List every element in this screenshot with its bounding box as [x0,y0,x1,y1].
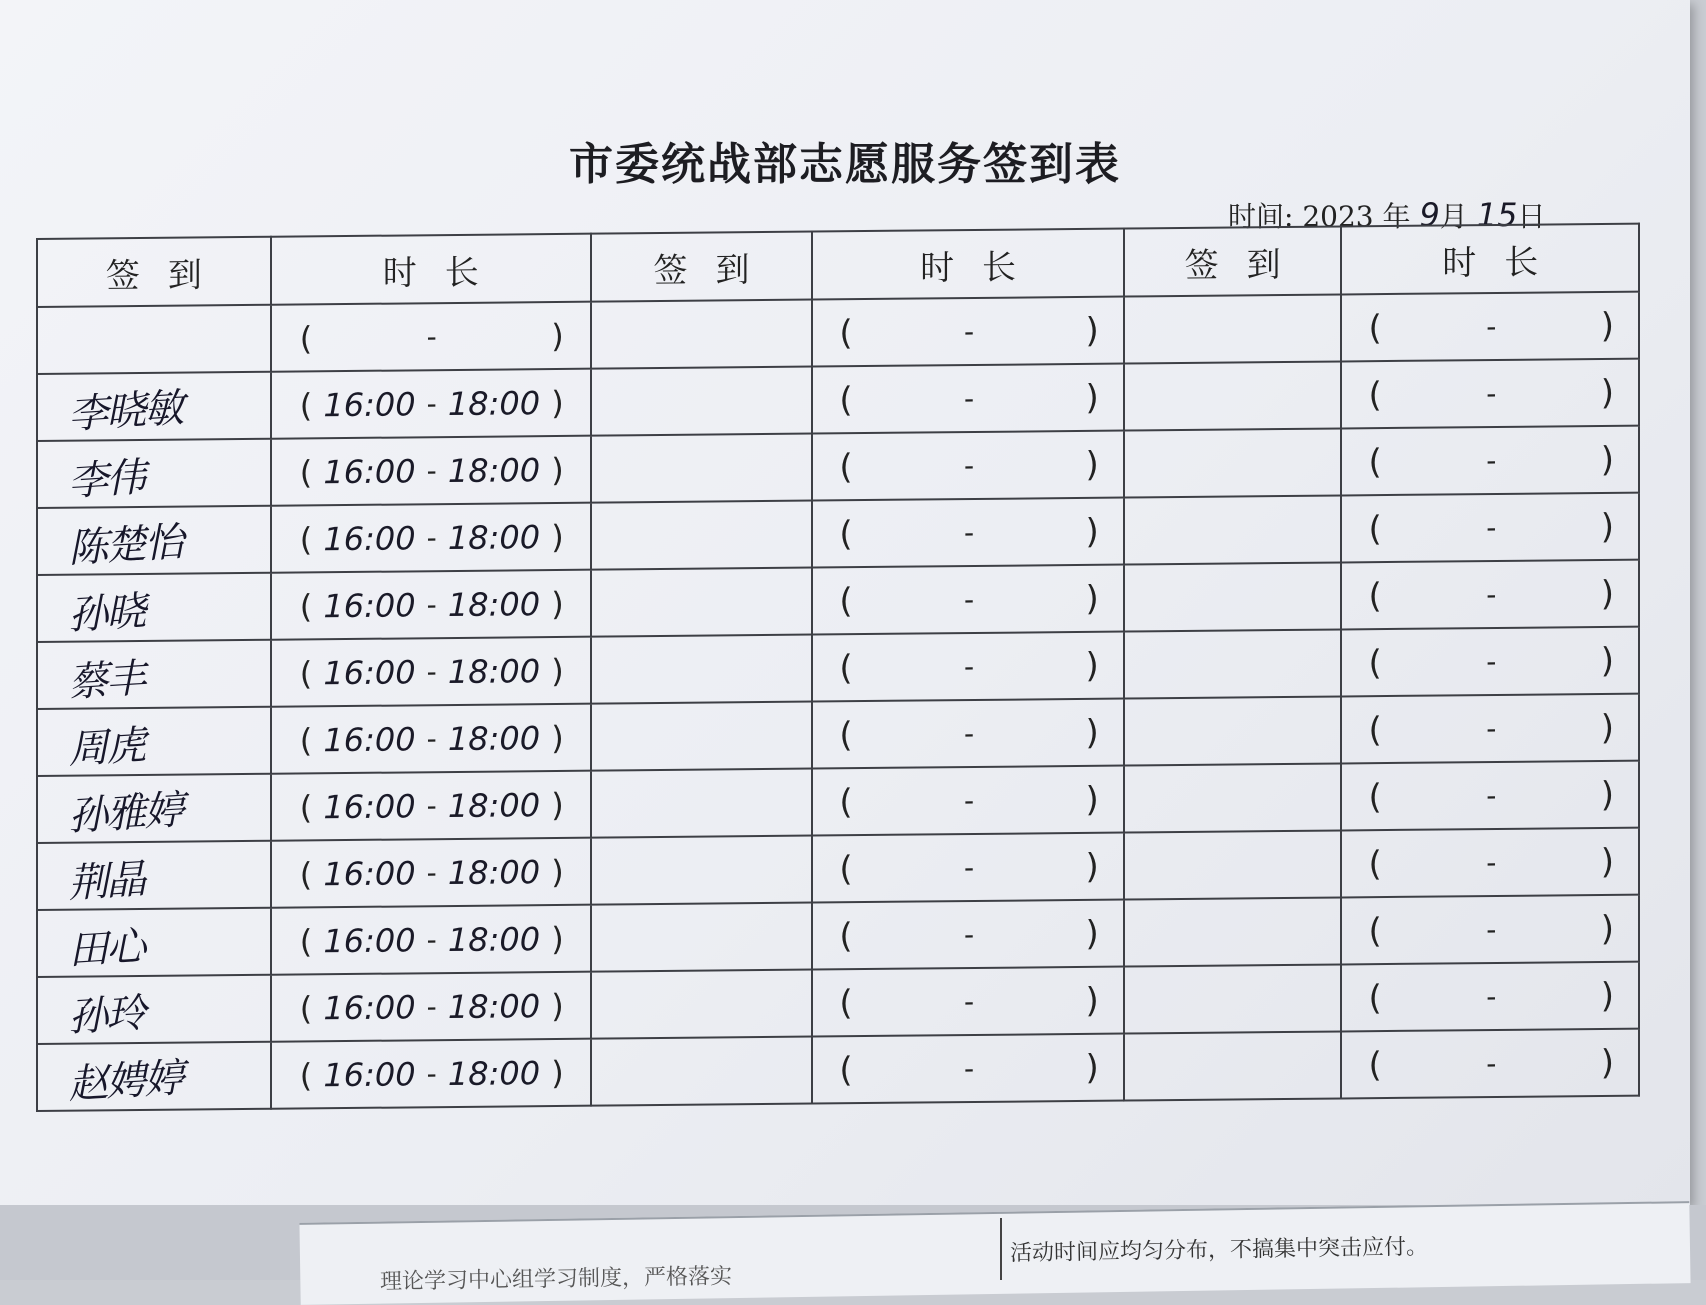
table-row [37,1029,1639,1111]
duration-cell-empty [812,766,1123,836]
signin-cell-empty [1124,562,1342,631]
duration-cell-empty [812,431,1123,501]
signin-cell-empty [591,702,813,771]
paren-open: ( [839,379,853,420]
duration-cell-empty [812,967,1123,1037]
paren-close: ) [1600,975,1614,1016]
duration-placeholder [1342,707,1638,750]
duration-cell [271,503,591,573]
paren-close: ) [1600,305,1614,346]
duration-placeholder [1342,305,1638,348]
duration-cell-empty [1341,359,1639,429]
duration-value [272,450,590,491]
duration-placeholder [813,1047,1122,1090]
paren-open: ( [299,586,313,625]
signature: 李晓敏 [67,385,184,439]
paren-close: ) [1085,645,1099,686]
date-year: 2023 [1302,200,1374,233]
duration-start: 16:00 [323,987,416,1027]
date-year-unit: 年 [1382,200,1411,233]
date-month-unit: 月 [1439,200,1468,233]
paren-open: ( [1368,441,1382,482]
paren-open: ( [839,446,853,487]
signin-cell-empty [591,903,813,972]
signin-cell-empty [1124,830,1342,899]
duration-end: 18:00 [447,986,541,1026]
duration-cell [271,972,591,1042]
duration-value [272,316,590,357]
signin-cell [37,439,271,508]
duration-end: 18:00 [447,785,541,825]
paren-close: ) [1085,444,1099,485]
signature: 陈楚怡 [67,519,184,573]
duration-placeholder [1342,774,1638,817]
signature [38,332,269,346]
paren-open: ( [1368,508,1382,549]
duration-dash: - [964,649,975,684]
duration-dash: - [964,917,975,952]
paren-close: ) [1085,310,1099,351]
duration-value [272,651,590,692]
duration-dash: - [964,716,975,751]
duration-cell [271,838,591,908]
paren-open: ( [299,921,313,960]
paren-close: ) [551,517,564,556]
duration-placeholder [813,846,1122,889]
duration-cell [271,905,591,975]
paren-close: ) [551,1053,564,1092]
duration-dash: - [426,990,437,1024]
duration-placeholder [813,511,1122,554]
signin-cell-empty [591,367,813,436]
paren-close: ) [1085,377,1099,418]
duration-end: 18:00 [447,450,541,490]
duration-value [272,852,590,893]
signin-cell-empty [591,769,813,838]
paren-open: ( [1368,977,1382,1018]
signature: 孙雅婷 [67,787,184,841]
duration-cell-empty [1341,761,1639,831]
duration-cell [271,704,591,774]
duration-start: 16:00 [323,1054,416,1094]
duration-dash: - [426,1057,437,1091]
paren-close: ) [1600,640,1614,681]
paren-open: ( [839,781,853,822]
signin-cell-empty [1124,1031,1342,1100]
paren-open: ( [1368,374,1382,415]
paren-close: ) [551,852,564,891]
duration-start: 16:00 [323,585,416,625]
duration-value [272,517,590,558]
duration-placeholder [1342,1042,1638,1085]
duration-dash: - [964,1051,975,1086]
paren-close: ) [551,651,564,690]
duration-dash: - [1486,644,1497,679]
signin-cell-empty [1124,294,1342,363]
duration-placeholder [1342,908,1638,951]
signin-cell [37,1042,271,1111]
header-duration-1: 时长 [271,234,591,305]
paren-open: ( [839,1049,853,1090]
duration-dash: - [1486,510,1497,545]
duration-dash: - [426,521,437,555]
paren-close: ) [1085,980,1099,1021]
duration-dash: - [426,387,437,421]
paren-close: ) [1600,841,1614,882]
duration-cell [271,771,591,841]
signin-cell-empty [1124,696,1342,765]
duration-dash: - [426,454,437,488]
paren-close: ) [1600,573,1614,614]
paren-open: ( [839,647,853,688]
duration-value [272,1053,590,1094]
duration-dash: - [426,789,437,823]
duration-start: 16:00 [323,719,416,759]
paren-close: ) [1600,372,1614,413]
duration-placeholder [1342,640,1638,683]
duration-placeholder [813,712,1122,755]
signin-cell-empty [1124,495,1342,564]
paren-close: ) [551,919,564,958]
duration-cell-empty [1341,493,1639,563]
duration-start: 16:00 [323,451,416,491]
paren-open: ( [839,848,853,889]
paren-open: ( [299,385,313,424]
paren-close: ) [1085,846,1099,887]
paren-open: ( [839,714,853,755]
paren-open: ( [299,720,313,759]
paren-close: ) [551,718,564,757]
duration-dash: - [964,448,975,483]
paren-close: ) [1085,511,1099,552]
paren-open: ( [839,982,853,1023]
duration-dash: - [1486,376,1497,411]
header-duration-3: 时长 [1341,224,1639,295]
paren-open: ( [299,519,313,558]
duration-start: 16:00 [323,786,416,826]
duration-cell [271,1039,591,1109]
duration-dash: - [964,783,975,818]
duration-cell-empty [812,1034,1123,1104]
paren-close: ) [1085,1047,1099,1088]
duration-placeholder [1342,975,1638,1018]
signin-cell-empty [1124,629,1342,698]
duration-end: 18:00 [447,1053,541,1093]
signin-cell [37,975,271,1044]
duration-dash: - [426,320,437,354]
duration-start: 16:00 [323,853,416,893]
duration-dash: - [1486,979,1497,1014]
signature: 荆晶 [67,856,146,908]
paren-open: ( [839,915,853,956]
duration-dash: - [1486,443,1497,478]
duration-dash: - [964,515,975,550]
paren-close: ) [1085,712,1099,753]
paren-close: ) [1600,439,1614,480]
duration-dash: - [1486,711,1497,746]
signin-cell [37,908,271,977]
duration-placeholder [813,578,1122,621]
next-page-text-2: 理论学习中心组学习制度，严格落实 [379,1264,733,1295]
duration-start: 16:00 [323,920,416,960]
signature: 田心 [67,923,146,975]
duration-end: 18:00 [447,718,541,758]
paren-close: ) [551,584,564,623]
paren-open: ( [299,988,313,1027]
duration-end: 18:00 [447,383,541,423]
paren-open: ( [839,312,853,353]
date-day: 15 [1476,196,1518,234]
duration-value [272,584,590,625]
signin-cell [37,573,271,642]
duration-value [272,986,590,1027]
signin-cell-empty [1124,763,1342,832]
paren-close: ) [1600,908,1614,949]
paren-open: ( [1368,307,1382,348]
paren-close: ) [1085,779,1099,820]
signin-cell [37,372,271,441]
duration-value [272,919,590,960]
signin-cell [37,506,271,575]
duration-start: 16:00 [323,652,416,692]
duration-start: 16:00 [323,518,416,558]
signature: 周虎 [67,722,146,774]
duration-cell-empty [1341,962,1639,1032]
signin-cell-empty [1124,964,1342,1033]
signin-table [36,223,1640,1112]
duration-cell-empty [812,364,1123,434]
duration-placeholder [813,645,1122,688]
paren-open: ( [1368,776,1382,817]
paren-close: ) [551,785,564,824]
paren-open: ( [299,452,313,491]
signin-cell [37,640,271,709]
duration-dash: - [964,381,975,416]
duration-placeholder [813,913,1122,956]
signin-cell-empty [591,836,813,905]
signin-cell [37,774,271,843]
signin-cell-empty [591,300,813,369]
duration-cell-empty [1341,560,1639,630]
signin-cell-empty [1124,361,1342,430]
paren-open: ( [299,1055,313,1094]
duration-cell-empty [812,498,1123,568]
duration-placeholder [813,980,1122,1023]
date-month: 9 [1419,196,1440,234]
duration-value [272,718,590,759]
duration-placeholder [1342,841,1638,884]
paren-open: ( [1368,575,1382,616]
paren-close: ) [551,383,564,422]
duration-cell-empty [1341,426,1639,496]
signin-cell-empty [591,635,813,704]
header-signin-1: 签到 [37,237,271,307]
page-title: 市委统战部志愿服务签到表 [569,139,1121,190]
signature: 李伟 [67,454,146,506]
paren-close: ) [1085,913,1099,954]
duration-dash: - [426,923,437,957]
duration-cell-empty [812,632,1123,702]
duration-cell [271,369,591,439]
duration-value [272,785,590,826]
signin-cell [37,841,271,910]
date-day-unit: 日 [1517,200,1546,233]
duration-placeholder [1342,439,1638,482]
duration-end: 18:00 [447,852,541,892]
duration-placeholder [813,377,1122,420]
duration-cell-empty [812,565,1123,635]
duration-placeholder [1342,573,1638,616]
duration-end: 18:00 [447,651,541,691]
paren-close: ) [1600,774,1614,815]
duration-dash: - [1486,1046,1497,1081]
paren-open: ( [1368,642,1382,683]
paren-close: ) [551,316,564,355]
signature: 赵娉婷 [67,1055,184,1109]
duration-dash: - [964,582,975,617]
duration-end: 18:00 [447,584,541,624]
signin-cell [37,305,271,374]
paren-open: ( [1368,910,1382,951]
duration-placeholder [813,779,1122,822]
paren-close: ) [551,986,564,1025]
duration-cell-empty [812,900,1123,970]
duration-dash: - [964,984,975,1019]
duration-dash: - [426,655,437,689]
signature: 蔡丰 [67,655,146,707]
signin-cell-empty [591,434,813,503]
header-duration-2: 时长 [812,229,1123,300]
paren-open: ( [299,854,313,893]
paren-close: ) [1600,506,1614,547]
date-label: 时间: [1228,200,1294,233]
duration-cell-empty [1341,1029,1639,1099]
signin-cell-empty [591,1037,813,1106]
duration-placeholder [1342,506,1638,549]
duration-dash: - [426,588,437,622]
duration-end: 18:00 [447,517,541,557]
paren-open: ( [1368,843,1382,884]
duration-value [272,383,590,424]
signin-cell-empty [591,970,813,1039]
duration-cell [271,436,591,506]
duration-dash: - [426,856,437,890]
signature: 孙玲 [67,990,146,1042]
paren-close: ) [1600,1042,1614,1083]
signature: 孙晓 [67,588,146,640]
duration-dash: - [1486,778,1497,813]
duration-cell-empty [1341,828,1639,898]
table-body [37,292,1639,1111]
paren-open: ( [839,580,853,621]
duration-cell-empty [812,297,1123,367]
duration-dash: - [964,314,975,349]
paren-close: ) [1085,578,1099,619]
duration-cell-empty [812,699,1123,769]
paren-open: ( [839,513,853,554]
duration-cell [271,302,591,372]
duration-cell-empty [1341,627,1639,697]
duration-dash: - [1486,577,1497,612]
duration-end: 18:00 [447,919,541,959]
duration-dash: - [1486,845,1497,880]
duration-placeholder [813,444,1122,487]
signin-cell-empty [1124,428,1342,497]
next-page-divider [1000,1218,1002,1280]
paren-open: ( [1368,1044,1382,1085]
signin-cell [37,707,271,776]
duration-dash: - [964,850,975,885]
signin-cell-empty [591,501,813,570]
duration-cell-empty [1341,292,1639,362]
duration-cell-empty [1341,694,1639,764]
signin-cell-empty [1124,897,1342,966]
duration-placeholder [1342,372,1638,415]
header-signin-2: 签到 [591,232,813,302]
paren-close: ) [551,450,564,489]
next-page-text: 活动时间应均匀分布，不搞集中突击应付。 [1009,1234,1429,1267]
duration-dash: - [1486,912,1497,947]
paren-open: ( [299,318,313,357]
signin-cell-empty [591,568,813,637]
duration-cell-empty [1341,895,1639,965]
paren-close: ) [1600,707,1614,748]
header-signin-3: 签到 [1124,226,1342,296]
paren-open: ( [299,787,313,826]
duration-cell [271,637,591,707]
duration-dash: - [1486,309,1497,344]
paren-open: ( [1368,709,1382,750]
duration-cell-empty [812,833,1123,903]
duration-placeholder [813,310,1122,353]
duration-cell [271,570,591,640]
duration-start: 16:00 [323,384,416,424]
paren-open: ( [299,653,313,692]
duration-dash: - [426,722,437,756]
